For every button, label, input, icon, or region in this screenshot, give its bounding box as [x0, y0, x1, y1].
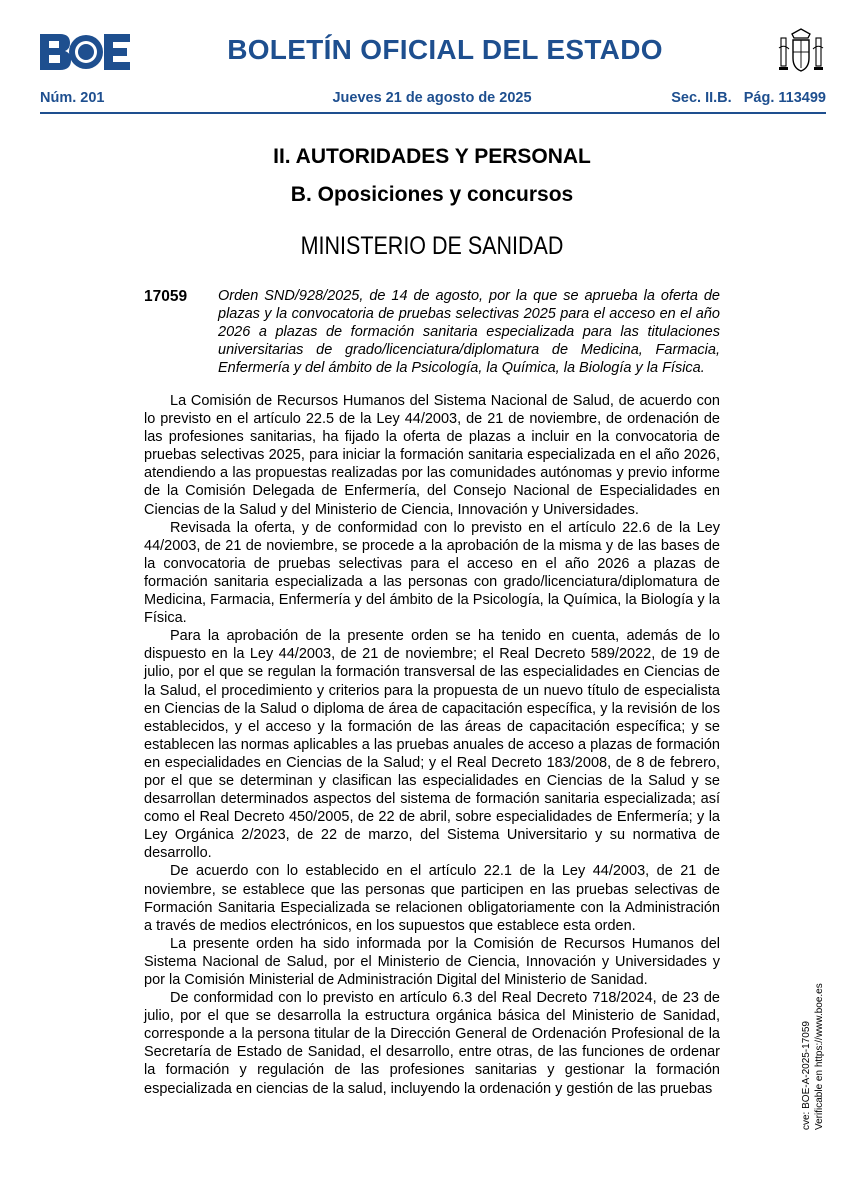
order-number: 17059	[144, 288, 188, 305]
verification-link[interactable]: Verificable en https://www.boe.es	[814, 983, 825, 1130]
header-divider	[40, 112, 826, 114]
boe-logo	[40, 34, 130, 70]
body-paragraph: De acuerdo con lo establecido en el artículo 22.1 de la Ley 44/2003, de 21 de noviembre, se establece que las personas que participen en las pruebas selectivas de Formación Sanitaria Especializada se relacionen obligatoriamente con la Administración a través de medios electrónicos, en los supuestos que establece esta orden.	[144, 863, 720, 934]
body-paragraph: De conformidad con lo previsto en artículo 6.3 del Real Decreto 718/2024, de 23 de julio, por el que se desarrolla la estructura orgánica básica del Ministerio de Sanidad, corresponde a la persona titular de la Dirección General de Ordenación Profesional de la Secretaría de Estado de Sanidad, el desarrollo, entre otras, de las funciones de ordenar la formación y regulación de las profesiones sanitarias y gestionar la formación especializada en ciencias de la salud, incluyendo la ordenación y gestión de las pruebas	[144, 990, 720, 1097]
publication-title: BOLETÍN OFICIAL DEL ESTADO	[227, 34, 663, 65]
body-paragraph: La Comisión de Recursos Humanos del Sistema Nacional de Salud, de acuerdo con lo previsto en el artículo 22.5 de la Ley 44/2003, de 21 de noviembre, de ordenación de las profesiones sanitarias, ha fijado la oferta de plazas a incluir en la convocatoria de pruebas selectivas 2025, para iniciar la formación sanitaria especializada en el año 2026, atendiendo a las propuestas realizadas por las comunidades autónomas y previo informe de la Comisión Delegada de Enfermería, del Consejo Nacional de Especialidades en Ciencias de la Salud y del Ministerio de Ciencia, Innovación y Universidades.	[144, 393, 720, 518]
ministry-heading: MINISTERIO DE SANIDAD	[300, 232, 564, 260]
document-body	[144, 392, 720, 1098]
verification-note	[800, 983, 826, 1130]
subsection-heading: B. Oposiciones y concursos	[290, 183, 574, 206]
order-summary: Orden SND/928/2025, de 14 de agosto, por la que se aprueba la oferta de plazas y la convocatoria de pruebas selectivas 2025 para el acceso en el año 2026 a plazas de formación sanitaria especializada para las titulaciones universitarias de grado/licenciatura/diplomatura de Medicina, Farmacia, Enfermería y del ámbito de la Psicología, la Química, la Biología y la Física.	[218, 288, 720, 376]
body-paragraph: La presente orden ha sido informada por la Comisión de Recursos Humanos del Sistema Nacional de Salud, por el Ministerio de Ciencia, Innovación y Universidades y por la Comisión Ministerial de Administración Digital del Ministerio de Sanidad.	[144, 935, 720, 988]
section-heading: II. AUTORIDADES Y PERSONAL	[273, 145, 591, 168]
issue-date: Jueves 21 de agosto de 2025	[332, 90, 532, 106]
cve-code: cve: BOE-A-2025-17059	[801, 1021, 812, 1130]
body-paragraph: Para la aprobación de la presente orden se ha tenido en cuenta, además de lo dispuesto en la Ley 44/2003, de 21 de noviembre; el Real Decreto 589/2022, de 19 de julio, por el que se regulan la formación transversal de las especialidades en Ciencias de la Salud, el procedimiento y criterios para la propuesta de un nuevo título de especialista en Ciencias de la Salud o diploma de área de capacitación específica, y la revisión de los establecidos, y el acceso y la formación de las áreas de capacitación específica; y se establecen las normas aplicables a las pruebas anuales de acceso a plazas de formación en especialidades en Ciencias de la Salud; y el Real Decreto 183/2008, de 8 de febrero, por el que se determinan y clasifican las especialidades en Ciencias de la Salud y se desarrollan determinados aspectos del sistema de formación sanitaria especializada; así como el Real Decreto 450/2005, de 22 de abril, sobre especialidades de Enfermería; y la Ley Orgánica 2/2023, de 22 de marzo, del Sistema Universitario y su normativa de desarrollo.	[144, 628, 720, 862]
issue-number: Núm. 201	[40, 90, 105, 106]
coat-of-arms-icon	[776, 28, 826, 76]
body-paragraph: Revisada la oferta, y de conformidad con lo previsto en el artículo 22.6 de la Ley 44/2003, de 21 de noviembre, se procede a la aprobación de la misma y de las bases de la convocatoria de pruebas selectivas para el acceso en el año 2026 a plazas de formación sanitaria especializada a las personas con grado/licenciatura/diplomatura de Medicina, Farmacia, Enfermería y del ámbito de la Psicología, la Química, la Biología y la Física.	[144, 519, 720, 627]
section-page: Sec. II.B. Pág. 113499	[671, 90, 826, 106]
